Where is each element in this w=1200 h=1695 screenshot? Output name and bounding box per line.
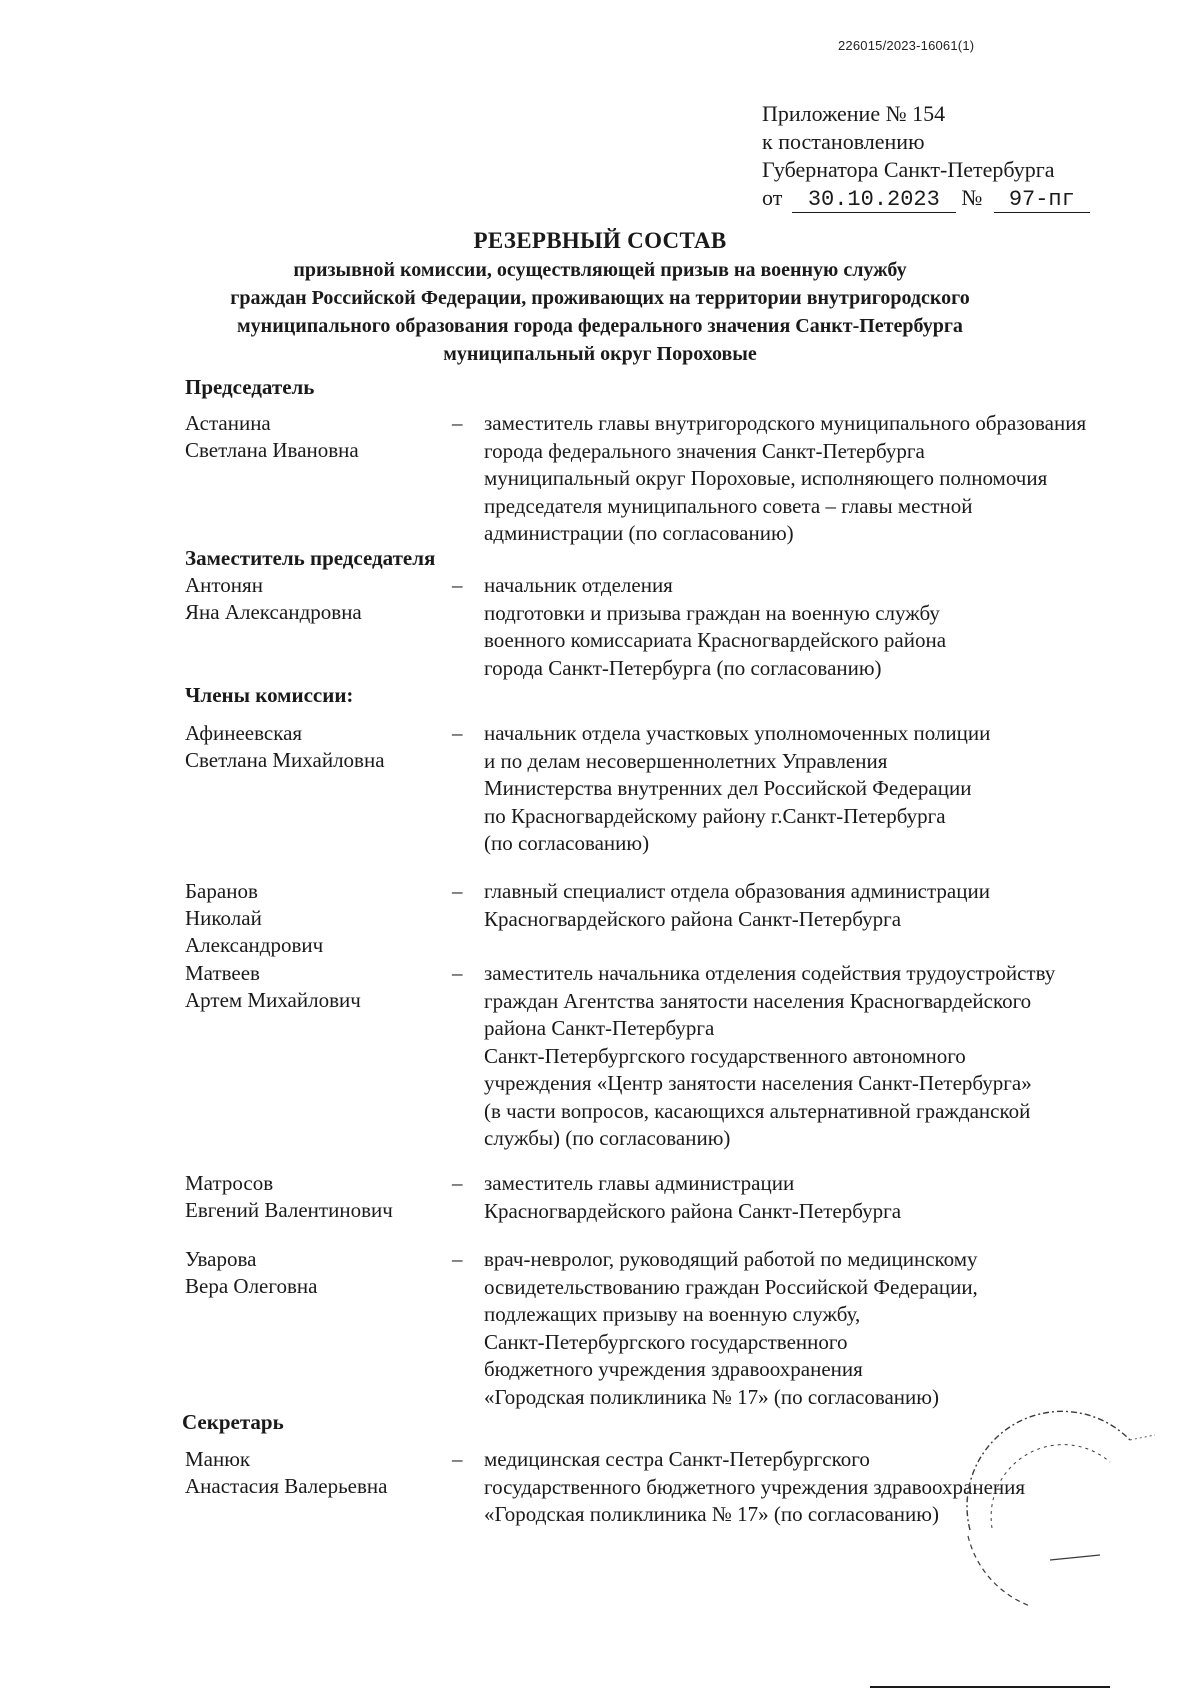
member-position: заместитель главы администрации Красногвардейского района Санкт-Петербурга bbox=[484, 1171, 902, 1223]
section-members: Члены комиссии: bbox=[185, 683, 354, 707]
member-name: Уварова Вера Олеговна bbox=[185, 1247, 318, 1298]
section-deputy: Заместитель председателя bbox=[185, 546, 436, 570]
section-secretary: Секретарь bbox=[182, 1410, 284, 1434]
appendix-issuer: Губернатора Санкт-Петербурга bbox=[762, 157, 1055, 182]
member-dash: – bbox=[452, 411, 463, 435]
member-position: заместитель начальника отделения содействия трудоустройству граждан Агентства занятости населения Красногвардейского района Санкт-Петербурга Санкт-Петербургского государственного автономного учреждения «Центр занятости населения Санкт-Петербурга» (в части вопросов, касающихся альтернативной гражданской службы) (по согласованию) bbox=[484, 961, 1056, 1150]
appendix-header bbox=[762, 100, 1090, 213]
member-name: Манюк Анастасия Валерьевна bbox=[185, 1447, 388, 1498]
member-name: Астанина Светлана Ивановна bbox=[185, 411, 359, 462]
member-name: Баранов Николай Александрович bbox=[185, 879, 324, 957]
signature-line bbox=[870, 1686, 1110, 1688]
appendix-date-line bbox=[762, 184, 1090, 213]
number-label: № bbox=[961, 185, 983, 210]
member-name: Афинеевская Светлана Михайловна bbox=[185, 721, 385, 772]
appendix-reference: к постановлению bbox=[762, 129, 925, 154]
member-position: врач-невролог, руководящий работой по медицинскому освидетельствованию граждан Российской Федерации, подлежащих призыву на военную службу, Санкт-Петербургского государственного бюджетного учреждения здравоохранения «Городская поликлиника № 17» (по согласованию) bbox=[484, 1247, 978, 1409]
title-sub-line: призывной комиссии, осуществляющей призыв на военную службу bbox=[293, 259, 907, 281]
member-position: заместитель главы внутригородского муниципального образования города федерального значения Санкт-Петербурга муниципальный округ Пороховые, исполняющего полномочия председателя муниципального совета – главы местной администрации (по согласованию) bbox=[484, 411, 1087, 545]
member-name: Антонян Яна Александровна bbox=[185, 573, 362, 624]
official-stamp bbox=[940, 1410, 1160, 1610]
member-name: Матросов Евгений Валентинович bbox=[185, 1171, 393, 1222]
member-dash: – bbox=[452, 1447, 463, 1471]
member-dash: – bbox=[452, 879, 463, 903]
member-position: медицинская сестра Санкт-Петербургского государственного бюджетного учреждения здравоохранения «Городская поликлиника № 17» (по согласованию) bbox=[484, 1447, 1026, 1526]
member-name: Матвеев Артем Михайлович bbox=[185, 961, 361, 1012]
from-label: от bbox=[762, 185, 783, 210]
member-position: начальник отделения подготовки и призыва граждан на военную службу военного комиссариата Красногвардейского района города Санкт-Петербурга (по согласованию) bbox=[484, 573, 947, 680]
decree-number: 97-пг bbox=[994, 188, 1090, 213]
member-position: начальник отдела участковых уполномоченных полиции и по делам несовершеннолетних Управления Министерства внутренних дел Российской Федерации по Красногвардейскому району г.Санкт-Петербурга (по согласованию) bbox=[484, 721, 991, 855]
title-main: РЕЗЕРВНЫЙ СОСТАВ bbox=[473, 228, 727, 253]
appendix-number: Приложение № 154 bbox=[762, 101, 946, 126]
member-position: главный специалист отдела образования администрации Красногвардейского района Санкт-Петербурга bbox=[484, 879, 990, 931]
member-dash: – bbox=[452, 573, 463, 597]
title-sub-line: муниципального образования города федерального значения Санкт-Петербурга bbox=[237, 315, 963, 337]
document-title bbox=[150, 226, 1050, 368]
member-dash: – bbox=[452, 961, 463, 985]
decree-date: 30.10.2023 bbox=[792, 188, 956, 213]
member-dash: – bbox=[452, 1171, 463, 1195]
document-registration-number: 226015/2023-16061(1) bbox=[838, 38, 975, 53]
title-sub-line: граждан Российской Федерации, проживающих на территории внутригородского bbox=[230, 287, 970, 309]
section-chairman: Председатель bbox=[185, 375, 315, 399]
title-sub-line: муниципальный округ Пороховые bbox=[443, 343, 757, 365]
member-dash: – bbox=[452, 721, 463, 745]
member-dash: – bbox=[452, 1247, 463, 1271]
